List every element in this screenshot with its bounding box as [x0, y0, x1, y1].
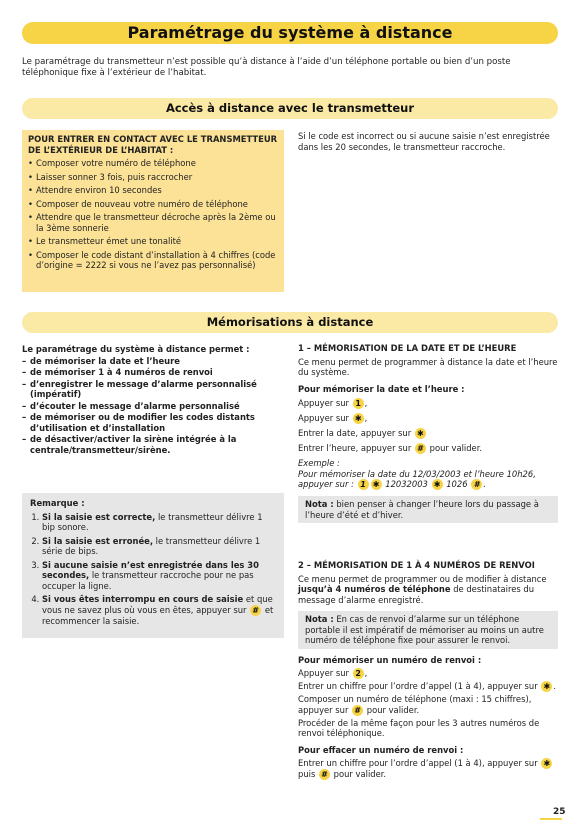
example-time: 1026 [446, 479, 468, 489]
access-step: • Attendre que le transmetteur décroche après la 2ème ou la 3ème sonnerie [28, 212, 278, 233]
memorisation-item: – de désactiver/activer la sirène intégrée à la centrale/transmetteur/sirène. [22, 434, 284, 455]
example-text: Pour mémoriser la date du 12/03/2003 et l’heure 10h26, appuyer sur : [298, 468, 536, 489]
remark-list [30, 512, 276, 627]
key-1-icon: 1 [358, 479, 369, 490]
intro-text: Le paramétrage du transmetteur n’est possible qu’à distance à l’aide d’un téléphone portable ou bien d’un poste téléphonique fixe à l’extérieur de l’habitat. [22, 57, 511, 78]
access-steps-list [28, 158, 278, 271]
key-2-icon: 2 [353, 668, 364, 679]
access-step: • Composer votre numéro de téléphone [28, 158, 278, 169]
memo-date-desc: Ce menu permet de programmer à distance la date et l’heure du système. [298, 356, 558, 377]
memo-date-note [298, 496, 558, 523]
page-number: 25 [553, 807, 566, 817]
star-key-icon: ✱ [432, 479, 443, 490]
press-label: Appuyer sur [298, 413, 349, 423]
compose-line: Composer un numéro de téléphone (maxi : 15 chiffres), appuyer sur [298, 694, 532, 715]
enter-date-label: Entrer la date, appuyer sur [298, 428, 412, 438]
hash-key-icon: # [415, 443, 426, 454]
access-steps-heading: POUR ENTRER EN CONTACT AVEC LE TRANSMETTEUR DE L’EXTÉRIEUR DE L’HABITAT : [28, 134, 278, 155]
validate-label: pour valider. [333, 769, 387, 779]
access-step: • Composer de nouveau votre numéro de téléphone [28, 199, 278, 210]
renvoi-desc: Ce menu permet de programmer ou de modifier à distance [298, 573, 547, 584]
remark-box [22, 493, 284, 638]
enter-hour-label: Entrer l’heure, appuyer sur [298, 443, 412, 453]
then-label: puis [298, 769, 316, 779]
remark-item-tail: et recommencer la saisie. [42, 604, 274, 626]
remark-item-text: le transmetteur délivre 1 série de bips. [42, 535, 261, 556]
remark-item-bold: Si la saisie est erronée, [42, 535, 153, 546]
star-key-icon: ✱ [371, 479, 382, 490]
renvoi-sub-memorise: Pour mémoriser un numéro de renvoi : [298, 654, 482, 665]
memo-date-sub: Pour mémoriser la date et l’heure : [298, 383, 465, 394]
page-title: Paramétrage du système à distance [22, 22, 558, 44]
remark-item [42, 536, 276, 557]
star-key-icon: ✱ [353, 413, 364, 424]
page-number-rule [540, 818, 562, 820]
press-label: Appuyer sur [298, 398, 349, 408]
remark-item-text: le transmetteur délivre 1 bip sonore. [42, 511, 263, 532]
memorisation-list [22, 356, 284, 456]
renvoi-desc-bold: jusqu’à 4 numéros de téléphone [298, 584, 451, 594]
remark-label: Remarque : [30, 498, 85, 508]
example-label: Exemple : [298, 458, 340, 468]
memo-renvoi-note [298, 611, 558, 649]
validate-label: pour valider. [366, 704, 420, 715]
note-text: bien penser à changer l’heure lors du passage à l’heure d’été et d’hiver. [305, 499, 539, 520]
remark-item [42, 594, 276, 626]
hash-key-icon: # [471, 479, 482, 490]
access-step: • Laisser sonner 3 fois, puis raccrocher [28, 172, 278, 183]
order-line: Entrer un chiffre pour l’ordre d’appel (1 à 4), appuyer sur [298, 681, 538, 691]
renvoi-sub-erase: Pour effacer un numéro de renvoi : [298, 744, 464, 755]
memo-renvoi-heading: 2 – MÉMORISATION DE 1 À 4 NUMÉROS DE RENVOI [298, 560, 535, 570]
memorisation-item: – de mémoriser 1 à 4 numéros de renvoi [22, 367, 284, 378]
press-label: Appuyer sur [298, 668, 349, 678]
key-1-icon: 1 [353, 398, 364, 409]
renvoi-desc-end: de destinataires du message d’alarme enregistré. [298, 584, 535, 605]
hash-key-icon: # [319, 769, 330, 780]
access-step: • Le transmetteur émet une tonalité [28, 236, 278, 247]
memo-date-heading: 1 – MÉMORISATION DE LA DATE ET DE L’HEURE [298, 343, 517, 353]
repeat-line: Procéder de la même façon pour les 3 autres numéros de renvoi téléphonique. [298, 717, 540, 738]
memorisation-item: – d’écouter le message d’alarme personnalisé [22, 401, 284, 412]
memorisation-item: – de mémoriser ou de modifier les codes distants d’utilisation et d’installation [22, 412, 284, 433]
access-side-note: Si le code est incorrect ou si aucune saisie n’est enregistrée dans les 20 secondes, le transmetteur raccroche. [298, 131, 550, 152]
note-label: Nota : [305, 499, 334, 509]
example-date: 12032003 [385, 479, 428, 489]
access-step: • Composer le code distant d’installation à 4 chiffres (code d’origine = 2222 si vous ne l’avez pas personnalisé) [28, 250, 278, 271]
remark-item [42, 512, 276, 533]
hash-key-icon: # [352, 705, 363, 716]
remark-item-bold: Si aucune saisie n’est enregistrée dans les 30 secondes, [42, 559, 259, 580]
memorisation-lead: Le paramétrage du système à distance permet : [22, 344, 250, 354]
hash-key-icon: # [250, 605, 261, 616]
memorisation-item: – d’enregistrer le message d’alarme personnalisé (impératif) [22, 379, 284, 400]
note-label: Nota : [305, 614, 334, 624]
remark-item-text: le transmetteur raccroche pour ne pas occuper la ligne. [42, 570, 254, 591]
section-heading-memorisation: Mémorisations à distance [22, 312, 558, 333]
star-key-icon: ✱ [541, 758, 552, 769]
memo-renvoi-column: 2 – MÉMORISATION DE 1 À 4 NUMÉROS DE RENVOI Ce menu permet de programmer ou de modifier à distance jusqu’à 4 numéros de téléphone de destinataires du message d’alarme enregistré. Nota : En cas de renvoi d’alarme sur un téléphone portable il est impératif de mémoriser au moins un autre numéro de téléphone fixe pour assurer le renvoi. Pour mémoriser un numéro de renvoi : Appuyer sur 2 , Entrer un chiffre pour l’ordre d’appel (1 à 4), appuyer sur ✱ . Composer un numéro de téléphone (maxi : 15 chiffres), appuyer sur # pour valider. Procéder de la même façon pour les 3 autres numéros de renvoi téléphonique. Pour effacer un numéro de renvoi : Entrer un chiffre pour l’ordre d’appel (1 à 4), appuyer sur ✱ puis # pour valider. [298, 560, 557, 779]
note-text: En cas de renvoi d’alarme sur un téléphone portable il est impératif de mémoriser au moins un autre numéro de téléphone fixe pour assurer le renvoi. [305, 614, 544, 645]
star-key-icon: ✱ [541, 681, 552, 692]
remark-item-bold: Si vous êtes interrompu en cours de saisie [42, 594, 244, 604]
remark-item-bold: Si la saisie est correcte, [42, 511, 156, 522]
star-key-icon: ✱ [415, 428, 426, 439]
memorisation-item: – de mémoriser la date et l’heure [22, 356, 284, 367]
erase-line: Entrer un chiffre pour l’ordre d’appel (1 à 4), appuyer sur [298, 758, 538, 768]
remark-item [42, 560, 276, 592]
validate-label: pour valider. [429, 443, 483, 453]
memo-date-column: 1 – MÉMORISATION DE LA DATE ET DE L’HEURE Ce menu permet de programmer à distance la date et l’heure du système. Pour mémoriser la date et l’heure : Appuyer sur 1 , Appuyer sur ✱ , Entrer la date, appuyer sur ✱ Entrer l’heure, appuyer sur # pour valider. Exemple : Pour mémoriser la date du 12/03/2003 et l’heure 10h26, appuyer sur : 1 ✱ 12032003 ✱ 1026 # . Nota : bien penser à changer l’heure lors du passage à l’heure d’été et d’hiver. [298, 343, 558, 523]
remark-item-text: et que vous ne savez plus où vous en êtes, appuyer sur [42, 594, 273, 615]
access-steps-box [22, 130, 284, 292]
section-heading-access: Accès à distance avec le transmetteur [22, 98, 558, 119]
access-step: • Attendre environ 10 secondes [28, 185, 278, 196]
